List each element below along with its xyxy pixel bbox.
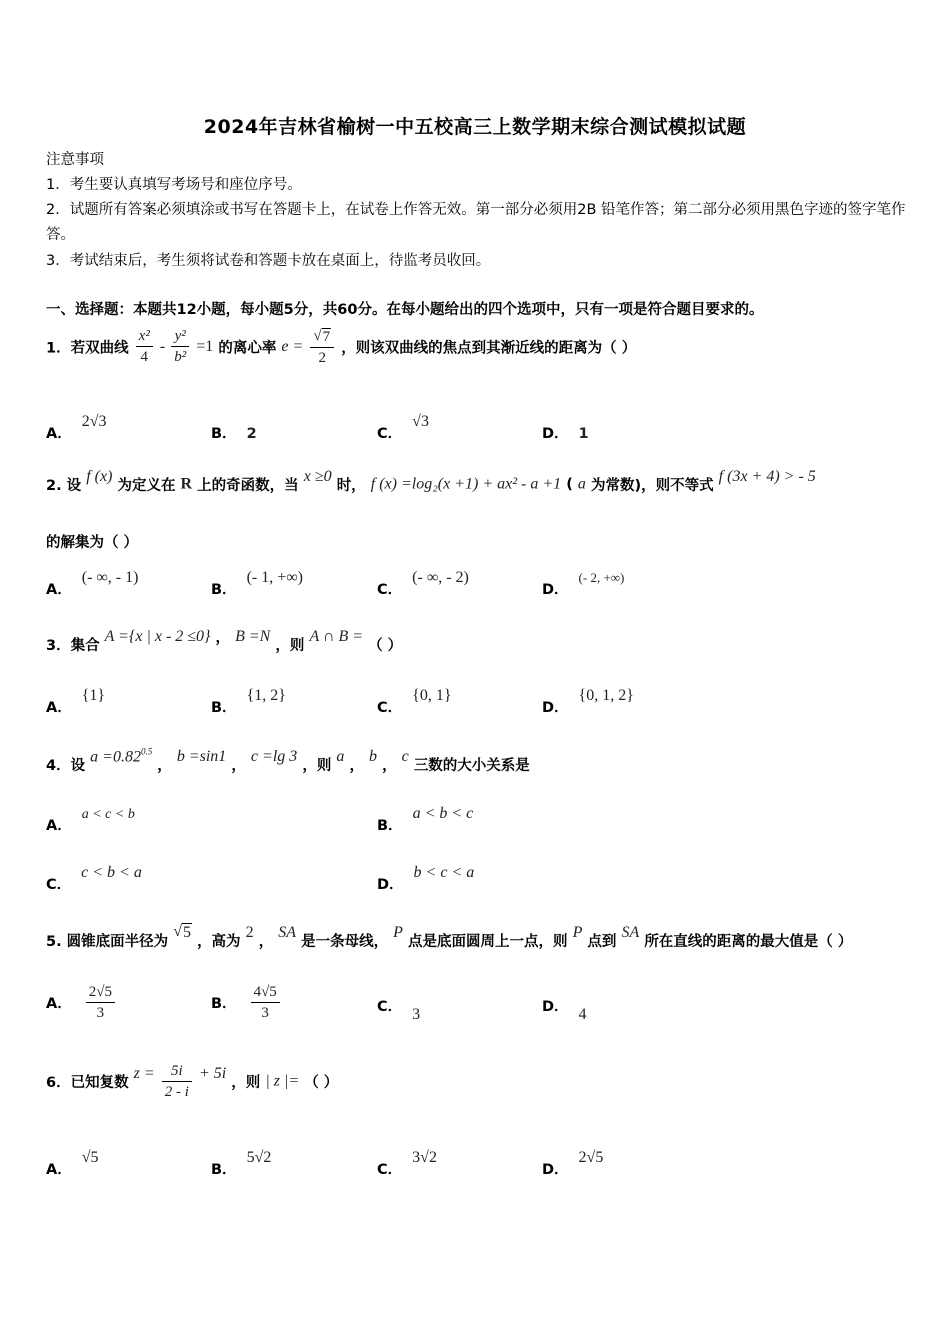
page-title: 2024年吉林省榆树一中五校高三上数学期末综合测试模拟试题	[203, 116, 747, 138]
q1-option-c[interactable]: C．√3	[377, 413, 429, 442]
q4-text-3: 三数的大小关系是	[413, 758, 530, 774]
q4-b-def: b =sin1	[176, 747, 227, 765]
q2-real-set: R	[180, 475, 193, 493]
q4-option-c[interactable]: C．c < b < a	[46, 864, 142, 893]
q3-text-3: （ ）	[368, 638, 403, 654]
q6-text-2: ，则	[231, 1075, 261, 1091]
q2-function: f (x) =log₂(x +1) + ax² - a +1	[370, 475, 562, 493]
q2-fx: f (x)	[86, 467, 113, 485]
q1-minus: -	[159, 337, 170, 355]
question-3	[46, 627, 403, 655]
question-2	[46, 467, 916, 495]
q2-text-4: 时，	[336, 478, 366, 494]
q4-option-b[interactable]: B．a < b < c	[377, 805, 474, 834]
q3-set-b: B =N	[235, 627, 271, 645]
q2-option-c[interactable]: C．(- ∞, - 2)	[377, 569, 469, 598]
q1-text-1: 1．若双曲线	[46, 340, 129, 357]
q5-p: P	[393, 923, 403, 941]
q6-option-d[interactable]: D．2√5	[542, 1149, 604, 1178]
q6-text-3: （ ）	[304, 1075, 339, 1091]
question-5	[46, 923, 853, 951]
q5-sa: SA	[278, 923, 297, 941]
q3-option-d[interactable]: D．{0, 1, 2}	[542, 687, 634, 716]
question-6	[46, 1061, 338, 1102]
q1-equals-one: =1	[196, 337, 214, 355]
q2-text-1: 2. 设	[46, 478, 82, 494]
q4-text-2: ，则	[302, 758, 332, 774]
q4-text-1: 4．设	[46, 758, 86, 774]
q5-text-4: 是一条母线，	[301, 934, 389, 950]
q4-option-d[interactable]: D．b < c < a	[377, 864, 475, 893]
q4-sep-2: ，	[382, 758, 397, 774]
notice-item-1: 1．考生要认真填写考场号和座位序号。	[46, 177, 302, 193]
q4-a-def: $a =0.82^{0.5}$	[90, 746, 153, 766]
q3-option-a[interactable]: A．{1}	[46, 687, 106, 716]
q3-text-2: ，则	[275, 638, 305, 654]
notice-heading: 注意事项	[46, 152, 104, 168]
q6-option-c[interactable]: C．3√2	[377, 1149, 437, 1178]
q1-text-2: 的离心率	[218, 340, 277, 357]
q2-text-2: 为定义在	[117, 478, 176, 494]
q2-option-b[interactable]: B．(- 1, +∞)	[211, 569, 303, 598]
q1-text-3: ，则该双曲线的焦点到其渐近线的距离为（ ）	[341, 340, 637, 357]
q3-intersection: A ∩ B =	[309, 627, 364, 645]
q5-option-a[interactable]: A． $\frac{2√5}{3}$	[46, 982, 117, 1023]
q6-abs-z: | z |=	[265, 1072, 300, 1090]
q1-option-d[interactable]: D． 1	[542, 426, 589, 442]
q2-line-2: 的解集为（ ）	[46, 535, 139, 551]
q5-sa-2: SA	[621, 923, 640, 941]
section-heading: 一、选择题：本题共12小题，每小题5分，共60分。在每小题给出的四个选项中，只有一项是符合题目要求的。	[46, 302, 764, 318]
q2-text-5: (	[566, 476, 573, 493]
q6-option-a[interactable]: A．√5	[46, 1149, 99, 1178]
q5-text-7: 所在直线的距离的最大值是（ ）	[644, 934, 853, 950]
q5-text-3: ，	[258, 934, 274, 950]
q4-comma-1: ，	[157, 758, 172, 774]
q4-var-c: c	[401, 747, 409, 765]
q3-separator: ，	[215, 630, 231, 646]
q4-comma-2: ，	[231, 758, 246, 774]
q2-a: a	[577, 475, 586, 493]
q2-option-a[interactable]: A．(- ∞, - 1)	[46, 569, 139, 598]
q5-option-b[interactable]: B． $\frac{4√5}{3}$	[211, 982, 282, 1023]
q1-frac-e: $\frac{√7}{2}$	[310, 326, 334, 368]
q3-text-1: 3．集合	[46, 638, 100, 654]
q5-text-1: 5. 圆锥底面半径为	[46, 934, 169, 950]
q3-option-b[interactable]: B．{1, 2}	[211, 687, 286, 716]
q5-radius: √5	[173, 923, 191, 941]
notice-item-2: 2．试题所有答案必须填涂或书写在答题卡上，在试卷上作答无效。第一部分必须用2B 铅笔作答；第二部分必须用黑色字迹的签字笔作答。	[46, 202, 906, 243]
q1-eccentricity: e =	[281, 337, 304, 355]
q6-z: z =	[133, 1064, 155, 1082]
q5-text-6: 点到	[587, 934, 617, 950]
q3-option-c[interactable]: C．{0, 1}	[377, 687, 452, 716]
q1-option-b[interactable]: B． 2	[211, 426, 257, 442]
q4-option-a[interactable]: A．a < c < b	[46, 807, 135, 834]
q2-condition: x ≥0	[303, 467, 332, 485]
q4-sep-1: ，	[349, 758, 364, 774]
q3-set-a: A ={x | x - 2 ≤0}	[104, 627, 211, 645]
q5-height: 2	[245, 923, 254, 941]
q4-var-a: a	[336, 747, 345, 765]
q6-option-b[interactable]: B．5√2	[211, 1149, 272, 1178]
question-4	[46, 746, 530, 775]
q2-text-6: 为常数)，则不等式	[590, 478, 714, 494]
q4-c-def: c =lg 3	[250, 747, 298, 765]
question-1	[46, 326, 636, 368]
q6-plus-5i: + 5i	[198, 1064, 227, 1082]
q1-option-a[interactable]: A．2√3	[46, 413, 107, 442]
q6-fraction: $\frac{5i}{2 - i}$	[162, 1061, 192, 1102]
q1-frac-x: $\frac{\text{x²}}{4}$	[136, 326, 153, 367]
q2-text-3: 上的奇函数，当	[197, 478, 299, 494]
q6-text-1: 6．已知复数	[46, 1075, 129, 1091]
q5-text-5: 点是底面圆周上一点，则	[408, 934, 568, 950]
q4-var-b: b	[369, 747, 378, 765]
notice-item-3: 3．考试结束后，考生须将试卷和答题卡放在桌面上，待监考员收回。	[46, 253, 491, 269]
q5-option-d[interactable]: D． 4	[542, 999, 587, 1023]
q5-option-c[interactable]: C． 3	[377, 999, 421, 1023]
q2-inequality: f (3x + 4) > - 5	[718, 467, 816, 485]
q5-p-2: P	[572, 923, 583, 941]
q5-text-2: ，高为	[197, 934, 241, 950]
q2-option-d[interactable]: D．(- 2, +∞)	[542, 570, 625, 598]
q1-frac-y: $\frac{\text{y²}}{\text{b²}}$	[171, 326, 189, 367]
